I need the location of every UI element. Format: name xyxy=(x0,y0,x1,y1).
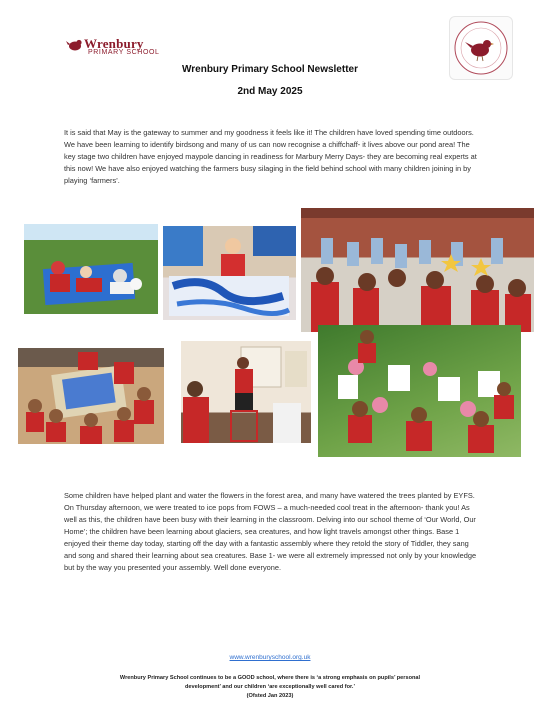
ofsted-quote-line2: development’ and our children ‘are exceptionally well cared for.’ xyxy=(184,684,356,690)
newsletter-date: 2nd May 2025 xyxy=(237,86,303,97)
ofsted-citation: (Ofsted Jan 2023) xyxy=(246,693,294,699)
wren-logo-icon xyxy=(66,36,84,54)
newsletter-title: Wrenbury Primary School Newsletter xyxy=(182,64,358,75)
photo-classroom-painting xyxy=(163,226,296,320)
logo-name: Wrenbury xyxy=(84,36,144,51)
intro-paragraph: It is said that May is the gateway to summer and my goodness it feels like it! The children have loved spending time outdoors. We have been learning to identify birdsong and many of us can now recognise a chiffchaff- it lives above our pond area! The key stage two children have enjoyed maypole dancing in readiness for Marbury Merry Days- they are becoming real experts at this now! We have also enjoyed watching the farmers busy silaging in the field behind school with many children joining in by playing ‘farmers’. xyxy=(64,128,477,185)
photo-maypole-dancing xyxy=(301,208,534,332)
photo-outdoor-play xyxy=(24,224,158,314)
learning-paragraph: Some children have helped plant and water the flowers in the forest area, and many have watered the trees planted by EYFS. On Thursday afternoon, we were treated to ice pops from FOWS – a much-needed cool treat in the afternoon- thank you! As well as this, the children have been busy with their learning in the classroom. Delving into our school theme of ‘Our World, Our Home’; the children have been learning about glaciers, sea creatures, and how light travels amongst other things. Base 1 enjoyed their theme day today, starting off the day with a fantastic assembly where they retold the story of Tiddler, they sang and song and shared their learning about sea creatures. Base 1- we were all extremely impressed not only by your knowledge but by the way you presented your assembly. Well done everyone. xyxy=(64,491,477,572)
logo-subtitle: PRIMARY SCHOOL xyxy=(88,49,160,56)
school-logo xyxy=(66,36,166,60)
photo-presentation xyxy=(181,341,311,443)
ofsted-quote-line1: Wrenbury Primary School continues to be a GOOD school, where there is ‘a strong emphasis on pupils’ personal xyxy=(119,675,421,681)
photo-circle-time xyxy=(18,348,164,444)
photo-ice-pops-on-grass xyxy=(318,325,521,457)
school-website-link[interactable]: www.wrenburyschool.org.uk xyxy=(229,654,311,661)
